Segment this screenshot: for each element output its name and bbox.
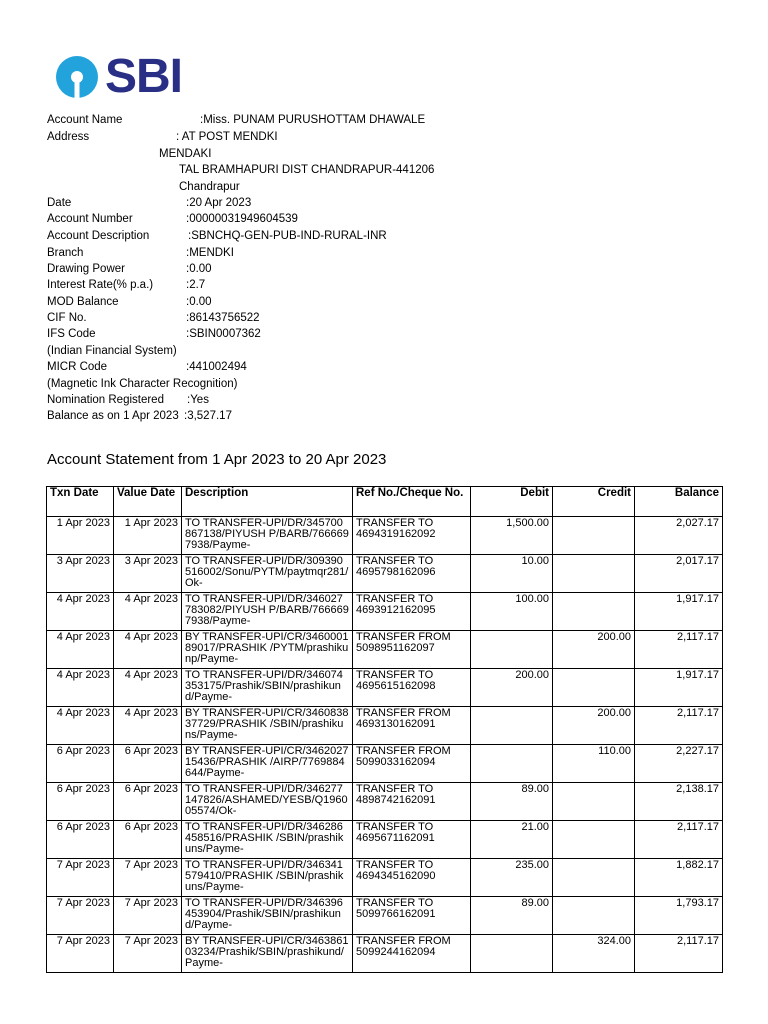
cell-credit: 110.00 bbox=[553, 745, 635, 783]
cell-value-date: 7 Apr 2023 bbox=[114, 935, 182, 973]
cell-credit: 324.00 bbox=[553, 935, 635, 973]
description-text: TO TRANSFER-UPI/DR/345700867138/PIYUSH P/BARB/7666697938/Payme- bbox=[185, 518, 349, 551]
cell-debit bbox=[471, 745, 553, 783]
cell-txn-date: 1 Apr 2023 bbox=[47, 517, 114, 555]
description-text: TO TRANSFER-UPI/DR/309390516002/Sonu/PYTM/paytmqr281/Ok- bbox=[185, 556, 349, 589]
cell-credit bbox=[553, 669, 635, 707]
header-balance: Balance bbox=[635, 487, 723, 517]
cell-txn-date: 4 Apr 2023 bbox=[47, 593, 114, 631]
date-label: Date bbox=[47, 197, 72, 209]
ref-text: TRANSFER TO 5099766162091 bbox=[356, 898, 436, 920]
cell-txn-date: 7 Apr 2023 bbox=[47, 897, 114, 935]
table-row bbox=[47, 593, 723, 631]
cell-credit bbox=[553, 555, 635, 593]
cif-label: CIF No. bbox=[47, 312, 87, 324]
sbi-keyhole-icon bbox=[55, 53, 99, 101]
cell-ref-no bbox=[353, 897, 471, 935]
ifs-note: (Indian Financial System) bbox=[47, 345, 177, 357]
table-header-row bbox=[47, 487, 723, 517]
cell-ref-no bbox=[353, 821, 471, 859]
cell-credit bbox=[553, 859, 635, 897]
cell-ref-no bbox=[353, 669, 471, 707]
cell-value-date: 7 Apr 2023 bbox=[114, 897, 182, 935]
ref-text: TRANSFER FROM 5098951162097 bbox=[356, 632, 451, 654]
ref-text: TRANSFER TO 4695798162096 bbox=[356, 556, 436, 578]
cell-debit: 10.00 bbox=[471, 555, 553, 593]
cell-balance: 2,138.17 bbox=[635, 783, 723, 821]
header-description: Description bbox=[182, 487, 353, 517]
cell-value-date: 3 Apr 2023 bbox=[114, 555, 182, 593]
description-text: BY TRANSFER-UPI/CR/346083837729/PRASHIK /SBIN/prashikuns/Payme- bbox=[185, 708, 349, 741]
nomination-label: Nomination Registered bbox=[47, 394, 164, 406]
ref-text: TRANSFER TO 4693912162095 bbox=[356, 594, 436, 616]
cell-credit: 200.00 bbox=[553, 707, 635, 745]
cell-balance: 2,117.17 bbox=[635, 631, 723, 669]
micr-code-value: :441002494 bbox=[186, 361, 247, 373]
account-name-value: :Miss. PUNAM PURUSHOTTAM DHAWALE bbox=[200, 114, 426, 126]
branch-value: :MENDKI bbox=[186, 247, 234, 259]
address-line2: MENDAKI bbox=[159, 148, 212, 160]
table-row bbox=[47, 859, 723, 897]
micr-note: (Magnetic Ink Character Recognition) bbox=[47, 378, 238, 390]
cell-debit bbox=[471, 935, 553, 973]
mod-balance-label: MOD Balance bbox=[47, 296, 119, 308]
description-text: TO TRANSFER-UPI/DR/346277147826/ASHAMED/YESB/Q196005574/Ok- bbox=[185, 784, 348, 817]
account-number-label: Account Number bbox=[47, 213, 133, 225]
cell-description bbox=[182, 707, 353, 745]
description-text: BY TRANSFER-UPI/CR/346386103234/Prashik/SBIN/prashikund/Payme- bbox=[185, 936, 349, 969]
cell-credit: 200.00 bbox=[553, 631, 635, 669]
address-line3: TAL BRAMHAPURI DIST CHANDRAPUR-441206 bbox=[179, 164, 435, 176]
ref-text: TRANSFER FROM 5099033162094 bbox=[356, 746, 451, 768]
cell-ref-no bbox=[353, 783, 471, 821]
cell-txn-date: 6 Apr 2023 bbox=[47, 821, 114, 859]
header-txn-date: Txn Date bbox=[47, 487, 114, 517]
cell-balance: 2,017.17 bbox=[635, 555, 723, 593]
description-text: BY TRANSFER-UPI/CR/346000189017/PRASHIK /PYTM/prashikunp/Payme- bbox=[185, 632, 349, 665]
cell-txn-date: 7 Apr 2023 bbox=[47, 935, 114, 973]
cell-credit bbox=[553, 783, 635, 821]
cell-description bbox=[182, 631, 353, 669]
cell-debit: 235.00 bbox=[471, 859, 553, 897]
cell-description bbox=[182, 783, 353, 821]
table-row bbox=[47, 555, 723, 593]
table-row bbox=[47, 897, 723, 935]
cell-ref-no bbox=[353, 631, 471, 669]
ref-text: TRANSFER FROM 4693130162091 bbox=[356, 708, 451, 730]
table-row bbox=[47, 669, 723, 707]
cell-credit bbox=[553, 593, 635, 631]
ref-text: TRANSFER TO 4694319162092 bbox=[356, 518, 436, 540]
cell-description bbox=[182, 745, 353, 783]
cell-debit: 200.00 bbox=[471, 669, 553, 707]
cell-credit bbox=[553, 517, 635, 555]
table-row bbox=[47, 745, 723, 783]
table-row bbox=[47, 631, 723, 669]
cell-value-date: 4 Apr 2023 bbox=[114, 593, 182, 631]
date-value: :20 Apr 2023 bbox=[186, 197, 252, 209]
description-text: TO TRANSFER-UPI/DR/346341579410/PRASHIK /SBIN/prashikuns/Payme- bbox=[185, 860, 344, 893]
cell-balance: 2,117.17 bbox=[635, 821, 723, 859]
header-debit: Debit bbox=[471, 487, 553, 517]
ref-text: TRANSFER TO 4694345162090 bbox=[356, 860, 436, 882]
cell-txn-date: 6 Apr 2023 bbox=[47, 745, 114, 783]
interest-rate-value: :2.7 bbox=[186, 279, 206, 291]
cell-description bbox=[182, 669, 353, 707]
cell-value-date: 6 Apr 2023 bbox=[114, 745, 182, 783]
cell-description bbox=[182, 821, 353, 859]
interest-rate-label: Interest Rate(% p.a.) bbox=[47, 279, 154, 291]
drawing-power-value: :0.00 bbox=[186, 263, 212, 275]
branch-label: Branch bbox=[47, 247, 84, 259]
header-value-date: Value Date bbox=[114, 487, 182, 517]
cell-txn-date: 4 Apr 2023 bbox=[47, 631, 114, 669]
cell-balance: 2,227.17 bbox=[635, 745, 723, 783]
cell-balance: 2,117.17 bbox=[635, 707, 723, 745]
cell-value-date: 4 Apr 2023 bbox=[114, 631, 182, 669]
cell-description bbox=[182, 517, 353, 555]
opening-balance-label: Balance as on 1 Apr 2023 bbox=[47, 410, 179, 422]
address-label: Address bbox=[47, 131, 90, 143]
sbi-logo-text: SBI bbox=[105, 50, 183, 103]
nomination-value: :Yes bbox=[187, 394, 209, 406]
cell-debit: 21.00 bbox=[471, 821, 553, 859]
cell-value-date: 6 Apr 2023 bbox=[114, 821, 182, 859]
cell-value-date: 7 Apr 2023 bbox=[114, 859, 182, 897]
account-name-label: Account Name bbox=[47, 114, 123, 126]
table-row bbox=[47, 821, 723, 859]
table-row bbox=[47, 707, 723, 745]
ref-text: TRANSFER TO 4898742162091 bbox=[356, 784, 436, 806]
cell-txn-date: 6 Apr 2023 bbox=[47, 783, 114, 821]
cell-balance: 1,793.17 bbox=[635, 897, 723, 935]
ref-text: TRANSFER FROM 5099244162094 bbox=[356, 936, 451, 958]
cell-value-date: 1 Apr 2023 bbox=[114, 517, 182, 555]
cell-debit: 100.00 bbox=[471, 593, 553, 631]
description-text: TO TRANSFER-UPI/DR/346074353175/Prashik/SBIN/prashikund/Payme- bbox=[185, 670, 343, 703]
address-line1: : AT POST MENDKI bbox=[176, 131, 278, 143]
cell-balance: 1,882.17 bbox=[635, 859, 723, 897]
table-row bbox=[47, 517, 723, 555]
cell-balance: 2,027.17 bbox=[635, 517, 723, 555]
ref-text: TRANSFER TO 4695615162098 bbox=[356, 670, 436, 692]
table-row bbox=[47, 935, 723, 973]
cell-value-date: 6 Apr 2023 bbox=[114, 783, 182, 821]
cif-value: :86143756522 bbox=[186, 312, 260, 324]
description-text: TO TRANSFER-UPI/DR/346027783082/PIYUSH P/BARB/7666697938/Payme- bbox=[185, 594, 349, 627]
table-row bbox=[47, 783, 723, 821]
cell-description bbox=[182, 935, 353, 973]
cell-balance: 2,117.17 bbox=[635, 935, 723, 973]
cell-txn-date: 4 Apr 2023 bbox=[47, 707, 114, 745]
cell-txn-date: 3 Apr 2023 bbox=[47, 555, 114, 593]
cell-ref-no bbox=[353, 859, 471, 897]
cell-description bbox=[182, 897, 353, 935]
cell-txn-date: 4 Apr 2023 bbox=[47, 669, 114, 707]
cell-description bbox=[182, 593, 353, 631]
cell-ref-no bbox=[353, 707, 471, 745]
drawing-power-label: Drawing Power bbox=[47, 263, 125, 275]
cell-debit: 1,500.00 bbox=[471, 517, 553, 555]
cell-credit bbox=[553, 897, 635, 935]
description-text: TO TRANSFER-UPI/DR/346396453904/Prashik/SBIN/prashikund/Payme- bbox=[185, 898, 343, 931]
cell-ref-no bbox=[353, 935, 471, 973]
cell-ref-no bbox=[353, 517, 471, 555]
address-line4: Chandrapur bbox=[179, 181, 240, 193]
sbi-logo bbox=[55, 50, 205, 103]
account-number-value: :00000031949604539 bbox=[186, 213, 298, 225]
transactions-table bbox=[46, 486, 723, 973]
ifs-code-value: :SBIN0007362 bbox=[186, 328, 261, 340]
mod-balance-value: :0.00 bbox=[186, 296, 212, 308]
cell-txn-date: 7 Apr 2023 bbox=[47, 859, 114, 897]
cell-value-date: 4 Apr 2023 bbox=[114, 669, 182, 707]
cell-description bbox=[182, 555, 353, 593]
cell-debit bbox=[471, 707, 553, 745]
description-text: BY TRANSFER-UPI/CR/346202715436/PRASHIK /AIRP/7769884644/Payme- bbox=[185, 746, 349, 779]
ref-text: TRANSFER TO 4695671162091 bbox=[356, 822, 435, 844]
cell-balance: 1,917.17 bbox=[635, 669, 723, 707]
account-description-value: :SBNCHQ-GEN-PUB-IND-RURAL-INR bbox=[188, 230, 387, 242]
cell-value-date: 4 Apr 2023 bbox=[114, 707, 182, 745]
cell-balance: 1,917.17 bbox=[635, 593, 723, 631]
opening-balance-value: :3,527.17 bbox=[184, 410, 232, 422]
description-text: TO TRANSFER-UPI/DR/346286458516/PRASHIK /SBIN/prashikuns/Payme- bbox=[185, 822, 344, 855]
header-credit: Credit bbox=[553, 487, 635, 517]
cell-description bbox=[182, 859, 353, 897]
cell-ref-no bbox=[353, 555, 471, 593]
account-description-label: Account Description bbox=[47, 230, 150, 242]
header-ref-no: Ref No./Cheque No. bbox=[353, 487, 471, 517]
cell-credit bbox=[553, 821, 635, 859]
cell-ref-no bbox=[353, 593, 471, 631]
cell-debit bbox=[471, 631, 553, 669]
cell-debit: 89.00 bbox=[471, 897, 553, 935]
statement-title: Account Statement from 1 Apr 2023 to 20 Apr 2023 bbox=[47, 451, 387, 468]
micr-code-label: MICR Code bbox=[47, 361, 108, 373]
cell-debit: 89.00 bbox=[471, 783, 553, 821]
ifs-code-label: IFS Code bbox=[47, 328, 96, 340]
cell-ref-no bbox=[353, 745, 471, 783]
table-body bbox=[47, 517, 723, 973]
